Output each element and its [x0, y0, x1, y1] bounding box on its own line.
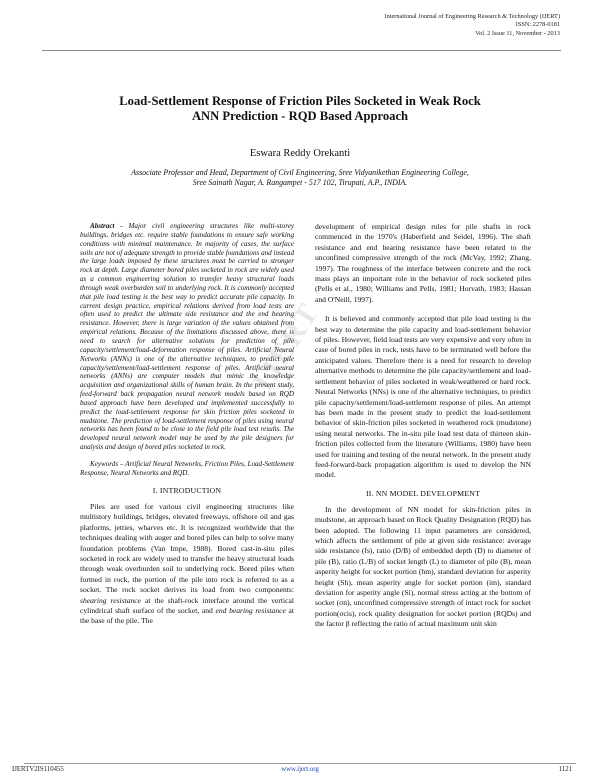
header-rule [42, 50, 561, 51]
intro-text-c: at the base of the pile. The [80, 606, 294, 626]
right-column [315, 222, 531, 630]
volume-issue: Vol. 2 Issue 11, November - 2013 [475, 29, 560, 37]
abstract-label: Abstract - [90, 222, 123, 230]
section-heading-introduction: I. INTRODUCTION [152, 485, 222, 495]
watermark: IJERT [246, 296, 327, 397]
journal-name: International Journal of Engineering Research & Technology (IJERT) [384, 13, 560, 20]
footer-rule [24, 763, 576, 764]
affiliation-line-1: Associate Professor and Head, Department of Civil Engineering, Sree Vidyanikethan Engineering College, [131, 168, 469, 177]
paragraph-gap [315, 305, 531, 314]
page-number: 1121 [558, 766, 572, 773]
right-paragraph-3: In the development of NN model for skin-friction piles in mudstone, an approach based on Rock Quality Designation (RQD) has been adopted. The following 11 input parameters are considered, which affects the settlement of pile at given side resistance: average side resistance (fs), ratio (D/B) of embedded depth (D) to diameter of pile (B), ratio (L/B) of socket length (L) to diameter of pile (B), mean asperity height for socket portion (hm), standard deviation for asperity height (Sh), mean asperity angle for socket portion (im), standard deviation for asperity angle (Si), normal stress acting at the bottom of socket (σn), unconfined compressive strength of intact rock for socket portion(σcis), rock quality designation for socket portion (RQDs) and the factor β reflecting the ratio of actual maximum unit skin [315, 504, 531, 629]
abstract [80, 222, 294, 452]
intro-text-b: at the shaft-rock interface around the vertical cylindrical shaft surface of the socket, and [80, 595, 294, 615]
affiliation-line-2: Sree Sainath Nagar, A. Rangampet - 517 102, Tirupati, A.P., INDIA. [192, 178, 408, 187]
issn: ISSN: 2278-0181 [515, 21, 560, 29]
shearing-resistance-term: shearing resistance [80, 595, 142, 605]
affiliation [0, 168, 600, 188]
keywords: Keywords – Artificial Neural Networks, Friction Piles, Load-Settlement Response, Neural Networks and RQD. [80, 459, 294, 477]
title-line-2: ANN Prediction - RQD Based Approach [191, 109, 409, 123]
journal-header [385, 13, 561, 38]
author-name: Eswara Reddy Orekanti [249, 148, 351, 159]
end-bearing-term: end bearing resistance [215, 606, 286, 615]
intro-paragraph [80, 502, 294, 627]
section-heading-nn-model: II. NN MODEL DEVELOPMENT [365, 488, 481, 498]
abstract-text: Major civil engineering structures like multi-storey buildings, bridges etc. require stable foundations to ensure safe working conditions with minimal maintenance. In majority of cases, the surface soils are not of adequate strength to provide stable foundations and instead the large loads imposed by these structures must be carried to stronger rock at depth. Large diameter bored piles socketed in rock are widely used as a common engineering solution to transfer heavy structural loads through weak overburden soil to underlying rock. It is commonly accepted that pile load testing is the best way to predict accurate pile capacity. In current design practice, empirical relations derived from load tests are often used to predict the ultimate side resistance and the end bearing resistance. However, there is large variation of the values obtained from empirical relations. Because of the limitations discussed above, there is need to search for alternative solutions for prediction of pile capacity/settlement/load-deformation response of piles. Artificial Neural Networks (ANNs) is one of the alternative techniques, to predict pile capacity/settlement/load-settlement response of piles. Artificial neural networks (ANNs) are computer models that mimic the knowledge acquisition and organizational skills of human brain. In the present study, feed-forward back propagation neural network models based on RQD based approach have been developed and implemented successfully to predict the load-settlement response for skin friction piles socketed in mudstone. The prediction of load-settlement response of piles using neural networks has been found to be close to the field pile load test results. The developed neural network model may be used by the pile designers for analysis and design of bored piles socketed in rock. [80, 222, 294, 452]
journal-url[interactable]: www.ijert.org [281, 766, 319, 773]
title-line-1: Load-Settlement Response of Friction Piles Socketed in Weak Rock [119, 94, 481, 108]
paper-id: IJERTV2IS110455 [12, 766, 64, 773]
paper-title [0, 94, 600, 124]
intro-text-a: Piles are used for various civil engineering structures like multistory buildings, bridges, elevated freeways, offshore oil and gas platforms, jetties, wharves etc. It is recognized worldwide that the techniques dealing with auger and bored piles can help to solve many foundation problems (Van Impe, 1988). Bored cast-in-situ piles socketed in rock are widely used to transfer the heavy structural loads through weak overburden soil to underlying rock. Bored piles when formed in rock, the portion of the pile into rock is referred to as a socket. The rock socket derives its load from two components: [80, 501, 294, 595]
left-column [80, 222, 294, 627]
right-paragraph-2: It is believed and commonly accepted that pile load testing is the best way to determine the pile capacity and load-settlement behavior of piles. However, field load tests are very expensive and very often in case of bored piles in rock, tests have to be terminated well before the anticipated values. Therefore there is a need for research to develop alternative methods to determine the pile capacity/settlement and load-settlement behavior of piles socketed in weak/weathered or hard rock. Neural Networks (NNs) is one of the alternative techniques, to predict pile capacity/settlement/load-settlement response of piles. An attempt has been made in the present study to predict the load-settlement behavior of skin-friction piles socketed in weathered rock (mudstone) using neural networks. The in-situ pile load test data of thirteen skin-friction piles collected from the literature (Williams, 1980) have been used for training and testing of the neural network. In the present study feed-forward-back propagation algorithm is used to develop the NN model. [315, 314, 531, 480]
right-paragraph-1: development of empirical design rules for pile shafts in rock commenced in the 1970's (Haberfield and Seidel, 1996). The shaft resistance and end bearing resistance have been related to the unconfined compressive strength of the rock (McVay, 1992; Zhang, 1997). The roughness of the interface between concrete and the rock mass plays an important role in the behavior of rock socketed piles (Pells et al., 1980; Williams and Pells, 1981; Horvath, 1983; Hassan and O'Neill, 1997). [315, 222, 531, 304]
